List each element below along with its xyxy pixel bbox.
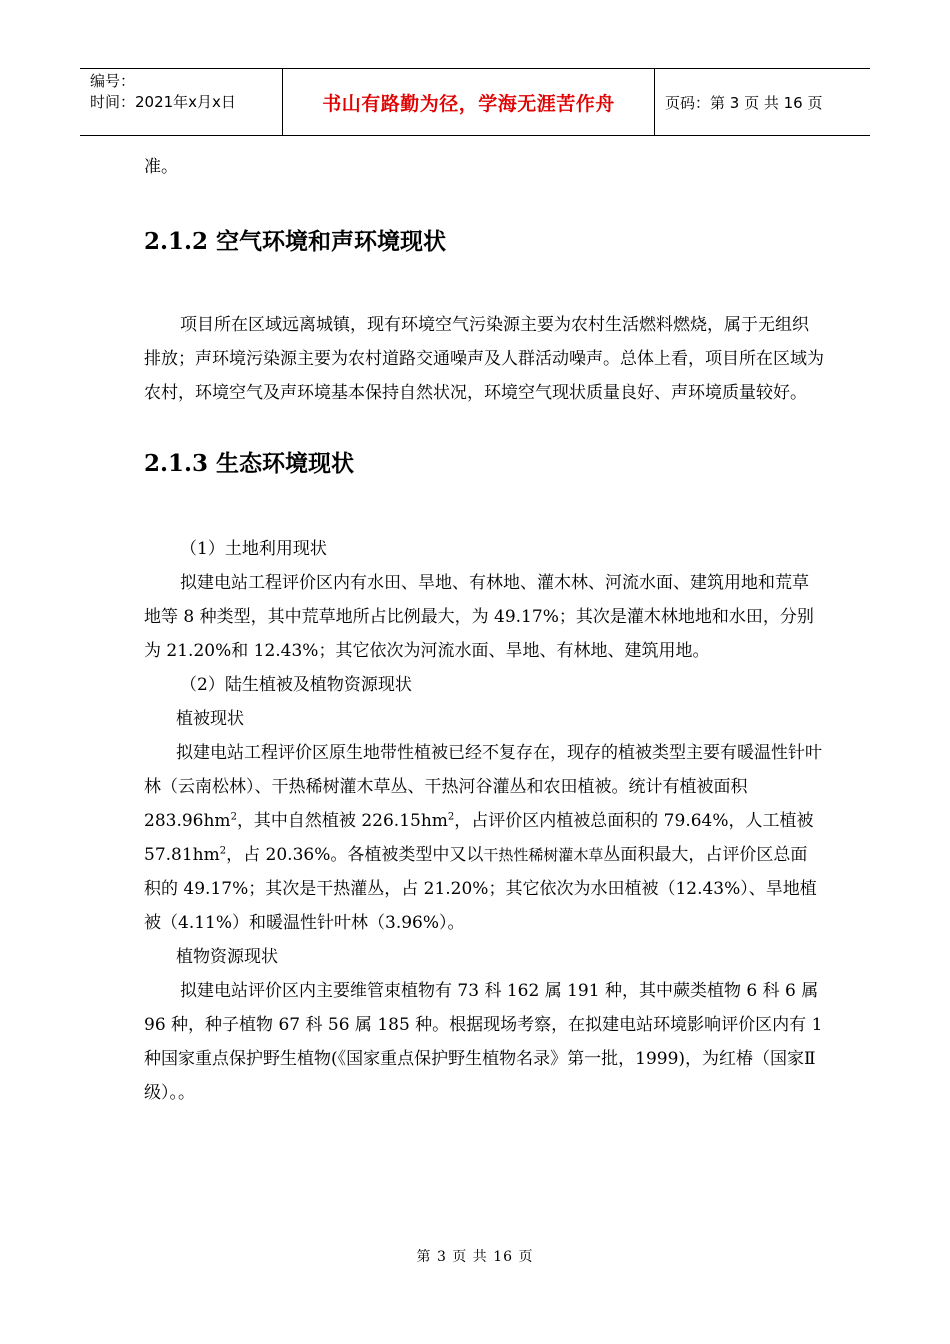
vegetation-text-small: 干热性稀树灌木草 xyxy=(483,846,604,864)
subheading-vegetation: （2）陆生植被及植物资源现状 xyxy=(180,675,412,695)
vegetation-text-5: 丛面积最大，占评价区总面积的 49.17%；其次是干热灌丛，占 21.20%；其它依次为水田植被（12.43%）、旱地植被（4.11%）和暖温性针叶林（3.96%）。 xyxy=(144,845,817,933)
document-time-label: 时间：2021年x月x日 xyxy=(90,93,236,111)
superscript-2: 2 xyxy=(447,811,455,823)
header-page-indicator: 页码：第 3 页 共 16 页 xyxy=(665,93,823,112)
paragraph-vegetation xyxy=(144,736,824,940)
document-number-label: 编号： xyxy=(90,72,136,90)
vegetation-text-2: ，其中自然植被 226.15hm xyxy=(236,811,448,831)
paragraph-continuation: 准。 xyxy=(144,157,178,177)
vegetation-text-1: 拟建电站工程评价区原生地带性植被已经不复存在，现存的植被类型主要有暖温性针叶林（云南松林）、干热稀树灌木草丛、干热河谷灌丛和农田植被。统计有植被面积 283.96hm xyxy=(144,743,822,831)
header-meta xyxy=(80,69,282,135)
paragraph-air-noise: 项目所在区域远离城镇，现有环境空气污染源主要为农村生活燃料燃烧，属于无组织排放；声环境污染源主要为农村道路交通噪声及人群活动噪声。总体上看，项目所在区域为农村，环境空气及声环境基本保持自然状况，环境空气现状质量良好、声环境质量较好。 xyxy=(144,315,824,403)
document-body xyxy=(144,150,824,1110)
vegetation-text-3: ，占评价区内植被总面积的 79.64%，人工植被 57.81hm xyxy=(144,811,814,865)
paragraph-land-use: 拟建电站工程评价区内有水田、旱地、有林地、灌木林、河流水面、建筑用地和荒草地等 8 种类型，其中荒草地所占比例最大，为 49.17%；其次是灌木林地地和水田，分别为 21.20%和 12.43%；其它依次为河流水面、旱地、有林地、建筑用地。 xyxy=(144,573,814,661)
page-header xyxy=(80,68,870,136)
subheading-land-use: （1）土地利用现状 xyxy=(180,539,327,559)
superscript-3: 2 xyxy=(219,845,227,857)
paragraph-plant-resources: 拟建电站评价区内主要维管束植物有 73 科 162 属 191 种，其中蕨类植物 6 科 6 属 96 种，种子植物 67 科 56 属 185 种。根据现场考察，在拟建电站环境影响评价区内有 1 种国家重点保护野生植物(《国家重点保护野生植物名录》第一批，1999)，为红椿（国家Ⅱ级）。。 xyxy=(144,981,823,1103)
vegetation-text-4: ，占 20.36%。各植被类型中又以 xyxy=(226,845,484,865)
page-footer: 第 3 页 共 16 页 xyxy=(416,1249,534,1265)
section-heading-2-1-3: 2.1.3 生态环境现状 xyxy=(144,450,355,477)
subheading-plant-resources: 植物资源现状 xyxy=(176,947,278,967)
subheading-vegetation-status: 植被现状 xyxy=(176,709,244,729)
superscript-1: 2 xyxy=(230,811,237,823)
header-motto: 书山有路勤为径，学海无涯苦作舟 xyxy=(282,69,655,135)
section-heading-2-1-2: 2.1.2 空气环境和声环境现状 xyxy=(144,228,447,255)
